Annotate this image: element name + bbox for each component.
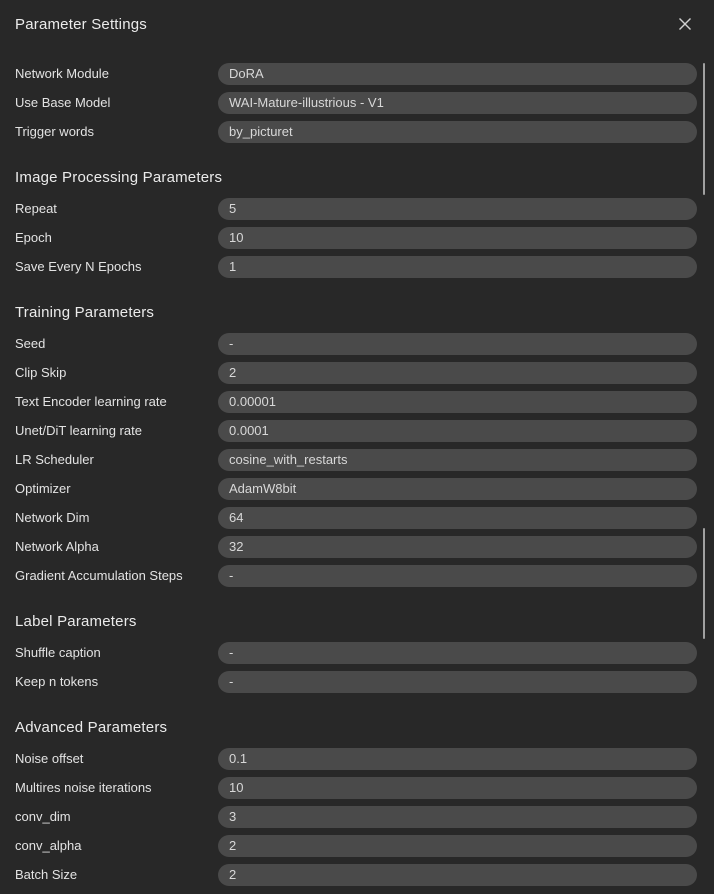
epoch-input[interactable] [218,227,697,249]
field-value: by_picturet [229,124,293,139]
field-row-noise-offset [15,744,697,773]
field-row-lr-scheduler [15,445,697,474]
field-value: 0.1 [229,751,248,766]
dialog-title: Parameter Settings [15,15,147,33]
field-row-clip-skip [15,358,697,387]
field-value: 64 [229,510,244,525]
field-row-network-alpha [15,532,697,561]
shuffle-caption-input[interactable] [218,642,697,664]
dialog-header [0,0,714,48]
field-label: Trigger words [15,124,94,139]
field-value: AdamW8bit [229,481,297,496]
field-label: Save Every N Epochs [15,259,142,274]
multires-noise-iterations-input[interactable] [218,777,697,799]
field-value: - [229,336,234,351]
field-value: 2 [229,838,237,853]
field-label: Epoch [15,230,52,245]
field-label: Batch Size [15,867,78,882]
field-label: Text Encoder learning rate [15,394,167,409]
gradient-accumulation-steps-input[interactable] [218,565,697,587]
section-heading: Image Processing Parameters [15,169,223,186]
section-heading: Label Parameters [15,613,137,630]
field-value: 0.0001 [229,423,269,438]
field-value: - [229,674,234,689]
field-row-multires-noise-iterations [15,773,697,802]
field-label: Optimizer [15,481,71,496]
field-label: conv_alpha [15,838,82,853]
use-base-model-input[interactable] [218,92,697,114]
field-row-conv-dim [15,802,697,831]
field-value: 10 [229,780,244,795]
field-row-seed [15,329,697,358]
field-row-trigger-words [15,117,697,146]
conv-alpha-input[interactable] [218,835,697,857]
text-encoder-lr-input[interactable] [218,391,697,413]
field-value: 1 [229,259,237,274]
field-value: 0.00001 [229,394,276,409]
field-value: DoRA [229,66,264,81]
field-value: 3 [229,809,237,824]
section-heading: Advanced Parameters [15,719,168,736]
field-value: 32 [229,539,244,554]
field-label: Shuffle caption [15,645,101,660]
field-value: 2 [229,867,237,882]
field-value: WAI-Mature-illustrious - V1 [229,95,384,110]
field-label: Keep n tokens [15,674,99,689]
seed-input[interactable] [218,333,697,355]
field-row-use-base-model [15,88,697,117]
section-label [15,611,697,696]
close-icon [678,17,692,31]
field-value: - [229,645,234,660]
unet-dit-lr-input[interactable] [218,420,697,442]
section-image-processing [15,167,697,281]
batch-size-input[interactable] [218,864,697,886]
field-row-network-dim [15,503,697,532]
dialog-content [0,59,714,889]
conv-dim-input[interactable] [218,806,697,828]
close-button[interactable] [676,15,694,33]
noise-offset-input[interactable] [218,748,697,770]
field-value: 2 [229,365,237,380]
field-label: Network Module [15,66,109,81]
section-heading: Training Parameters [15,304,155,321]
field-row-save-every-n-epochs [15,252,697,281]
field-row-shuffle-caption [15,638,697,667]
field-label: Clip Skip [15,365,67,380]
scrollbar-thumb-middle[interactable] [703,528,705,639]
field-label: Use Base Model [15,95,111,110]
network-dim-input[interactable] [218,507,697,529]
scrollbar-thumb-top[interactable] [703,63,705,195]
field-label: Seed [15,336,46,351]
keep-n-tokens-input[interactable] [218,671,697,693]
field-row-optimizer [15,474,697,503]
field-row-batch-size [15,860,697,889]
field-label: conv_dim [15,809,71,824]
save-every-n-epochs-input[interactable] [218,256,697,278]
field-label: Repeat [15,201,57,216]
field-label: Unet/DiT learning rate [15,423,142,438]
section-base [15,59,697,146]
lr-scheduler-input[interactable] [218,449,697,471]
section-advanced [15,717,697,889]
network-alpha-input[interactable] [218,536,697,558]
field-value: 10 [229,230,244,245]
field-value: cosine_with_restarts [229,452,348,467]
field-label: Multires noise iterations [15,780,152,795]
field-row-text-encoder-lr [15,387,697,416]
field-row-keep-n-tokens [15,667,697,696]
optimizer-input[interactable] [218,478,697,500]
field-row-unet-dit-lr [15,416,697,445]
field-row-repeat [15,194,697,223]
trigger-words-input[interactable] [218,121,697,143]
network-module-input[interactable] [218,63,697,85]
field-label: LR Scheduler [15,452,94,467]
field-label: Noise offset [15,751,84,766]
clip-skip-input[interactable] [218,362,697,384]
field-row-gradient-accumulation-steps [15,561,697,590]
field-label: Network Dim [15,510,90,525]
section-training [15,302,697,590]
field-value: 5 [229,201,237,216]
field-row-epoch [15,223,697,252]
field-row-network-module [15,59,697,88]
field-label: Network Alpha [15,539,99,554]
repeat-input[interactable] [218,198,697,220]
field-label: Gradient Accumulation Steps [15,568,183,583]
field-value: - [229,568,234,583]
field-row-conv-alpha [15,831,697,860]
